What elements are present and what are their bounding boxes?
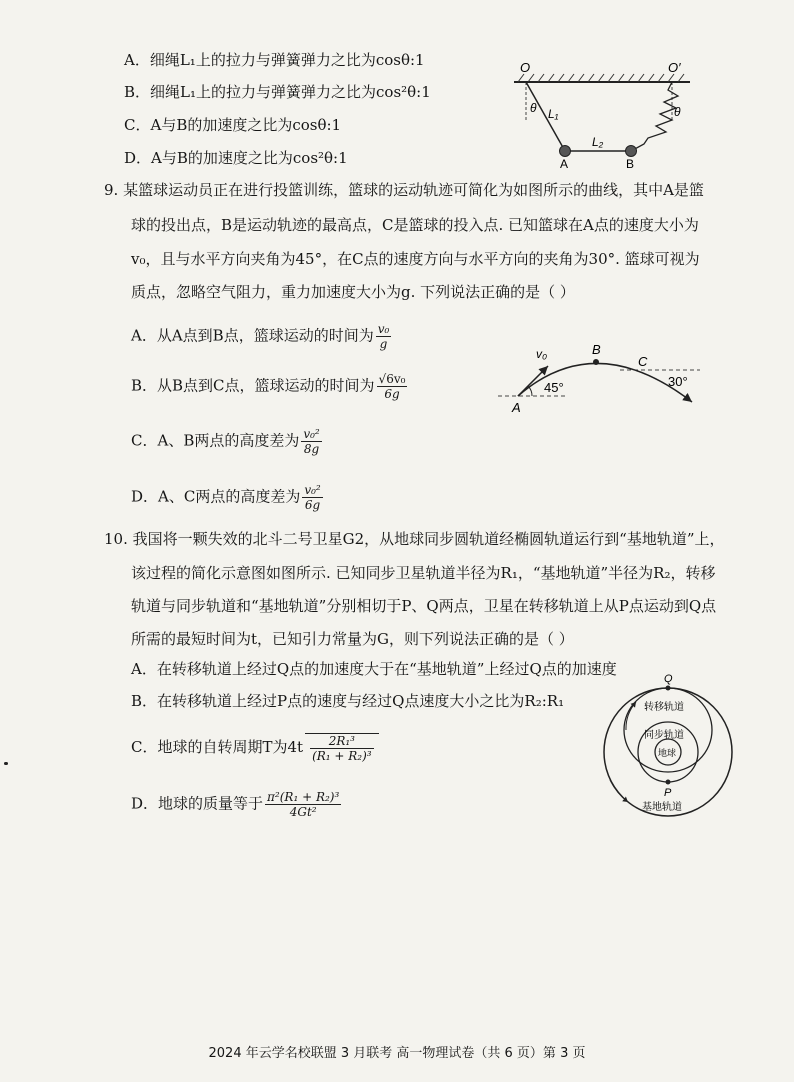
option-text: 地球的质量等于 bbox=[158, 794, 264, 813]
fraction-denominator: (R₁ + R₂)³ bbox=[312, 749, 372, 763]
q8-option-a bbox=[124, 49, 425, 71]
option-label: B． bbox=[131, 692, 158, 710]
fraction-numerator: √6v₀ bbox=[378, 372, 406, 386]
q10-stem-line-4 bbox=[131, 628, 574, 650]
label-base-orbit: 基地轨道 bbox=[642, 802, 682, 813]
q9-option-c bbox=[131, 427, 324, 456]
label-a: A bbox=[512, 400, 521, 415]
fraction-denominator: 6g bbox=[304, 498, 321, 512]
stem-text: 某篮球运动员正在进行投篮训练，篮球的运动轨迹可简化为如图所示的曲线，其中A是篮 bbox=[123, 181, 704, 199]
point-b bbox=[593, 359, 599, 365]
q9-option-d bbox=[131, 483, 325, 512]
fraction-denominator: 6g bbox=[384, 387, 400, 401]
stem-text: 球的投出点，B是运动轨迹的最高点，C是篮球的投入点. 已知篮球在A点的速度大小为 bbox=[131, 216, 699, 234]
option-label: A． bbox=[124, 51, 150, 69]
fraction-numerator: v₀² bbox=[303, 427, 320, 441]
option-text: 从B点到C点，篮球运动的时间为 bbox=[157, 376, 375, 395]
fraction bbox=[265, 790, 341, 819]
option-text: A、C两点的高度差为 bbox=[158, 487, 301, 506]
label-theta-left: θ bbox=[530, 101, 537, 115]
q9-figure bbox=[496, 338, 708, 418]
q10-stem-line-2 bbox=[131, 562, 716, 584]
label-earth: 地球 bbox=[658, 748, 677, 758]
spring bbox=[631, 82, 678, 151]
option-label: C． bbox=[131, 431, 158, 450]
string-l1 bbox=[526, 82, 565, 151]
label-sync-orbit: 同步轨道 bbox=[644, 730, 684, 741]
fraction bbox=[376, 322, 392, 351]
option-label: D． bbox=[131, 487, 159, 506]
stem-text: 该过程的简化示意图如图所示. 已知同步卫星轨道半径为R₁，“基地轨道”半径为R₂，转移 bbox=[131, 564, 716, 582]
stem-text: 所需的最短时间为t，已知引力常量为G，则下列说法正确的是（ ） bbox=[131, 630, 574, 648]
fraction bbox=[301, 427, 321, 456]
option-label: D． bbox=[131, 794, 159, 813]
stem-text: 质点，忽略空气阻力，重力加速度大小为g. 下列说法正确的是（ ） bbox=[131, 283, 575, 301]
q10-option-b bbox=[131, 690, 564, 712]
option-text: 细绳L₁上的拉力与弹簧弹力之比为cosθ:1 bbox=[149, 51, 425, 69]
stem-text: 轨道与同步轨道和“基地轨道”分别相切于P、Q两点，卫星在转移轨道上从P点运动到Q点 bbox=[131, 597, 717, 615]
option-label: A． bbox=[131, 660, 157, 678]
label-l1: L₁ bbox=[548, 107, 559, 121]
fraction-numerator: v₀² bbox=[304, 483, 321, 497]
ball-a bbox=[560, 146, 571, 157]
label-v0: v₀ bbox=[536, 347, 548, 361]
square-root bbox=[305, 733, 379, 763]
option-label: B． bbox=[131, 376, 158, 395]
option-text: 从A点到B点，篮球运动的时间为 bbox=[156, 326, 374, 345]
label-o: O bbox=[520, 60, 531, 75]
stem-text: v₀，且与水平方向夹角为45°，在C点的速度方向与水平方向的夹角为30°. 篮球可视为 bbox=[131, 250, 700, 268]
fraction-numerator: π²(R₁ + R₂)³ bbox=[267, 790, 340, 804]
ball-b bbox=[626, 146, 637, 157]
label-b: B bbox=[626, 157, 635, 170]
q10-option-a bbox=[131, 658, 617, 680]
q10-figure bbox=[596, 670, 746, 820]
q8-option-c bbox=[124, 114, 341, 136]
fraction bbox=[302, 483, 322, 512]
point-q bbox=[666, 686, 671, 691]
label-l2: L₂ bbox=[592, 135, 604, 149]
option-text: 在转移轨道上经过Q点的加速度大于在“基地轨道”上经过Q点的加速度 bbox=[156, 660, 617, 678]
stem-text: 我国将一颗失效的北斗二号卫星G2，从地球同步圆轨道经椭圆轨道运行到“基地轨道”上， bbox=[132, 530, 725, 548]
label-o-prime: O′ bbox=[668, 60, 681, 75]
fraction-denominator: g bbox=[379, 337, 388, 351]
option-label: C． bbox=[124, 116, 151, 134]
q8-option-b bbox=[124, 81, 431, 103]
label-a: A bbox=[560, 157, 569, 170]
fraction-denominator: 4Gt² bbox=[289, 805, 317, 819]
ceiling-hatch bbox=[518, 74, 684, 82]
q9-option-b bbox=[131, 372, 409, 401]
fraction bbox=[310, 734, 374, 763]
fraction-denominator: 8g bbox=[303, 442, 320, 456]
fraction-numerator: 2R₁³ bbox=[310, 734, 374, 749]
label-angle-30: 30° bbox=[668, 374, 688, 389]
label-q: Q bbox=[664, 673, 673, 685]
option-text: 细绳L₁上的拉力与弹簧弹力之比为cos²θ:1 bbox=[150, 83, 431, 101]
point-p bbox=[666, 780, 671, 785]
fraction-numerator: v₀ bbox=[377, 322, 390, 336]
q9-stem-line-3 bbox=[131, 248, 700, 270]
option-text: A与B的加速度之比为cos²θ:1 bbox=[151, 149, 348, 167]
q10-option-c bbox=[131, 733, 379, 763]
fraction bbox=[377, 372, 408, 401]
option-label: D． bbox=[124, 149, 152, 167]
q10-stem-line-3 bbox=[131, 595, 716, 617]
option-label: C． bbox=[131, 738, 158, 756]
option-text: 在转移轨道上经过P点的速度与经过Q点速度大小之比为R₂:R₁ bbox=[157, 692, 565, 710]
question-number: 9. bbox=[104, 181, 119, 199]
q8-option-d bbox=[124, 147, 348, 169]
q8-figure bbox=[508, 58, 698, 170]
stray-mark bbox=[4, 762, 8, 765]
label-c: C bbox=[638, 354, 648, 369]
option-text: 地球的自转周期T为4t bbox=[157, 738, 304, 756]
label-theta-right: θ bbox=[674, 105, 681, 119]
question-number: 10. bbox=[104, 530, 128, 548]
q10-option-d bbox=[131, 790, 343, 819]
q9-stem-line-4 bbox=[131, 281, 575, 303]
q9-option-a bbox=[131, 322, 393, 351]
label-angle-45: 45° bbox=[544, 380, 564, 395]
label-transfer-orbit: 转移轨道 bbox=[644, 702, 684, 713]
option-label: A． bbox=[131, 326, 157, 345]
q9-stem-line-2 bbox=[131, 214, 699, 236]
q10-stem-line-1 bbox=[104, 528, 725, 550]
label-p: P bbox=[664, 787, 672, 799]
option-text: A、B两点的高度差为 bbox=[157, 431, 300, 450]
option-label: B． bbox=[124, 83, 151, 101]
option-text: A与B的加速度之比为cosθ:1 bbox=[150, 116, 342, 134]
q9-stem-line-1 bbox=[104, 179, 704, 201]
label-b: B bbox=[592, 342, 601, 357]
page-footer: 2024 年云学名校联盟 3 月联考 高一物理试卷（共 6 页）第 3 页 bbox=[208, 1046, 586, 1061]
